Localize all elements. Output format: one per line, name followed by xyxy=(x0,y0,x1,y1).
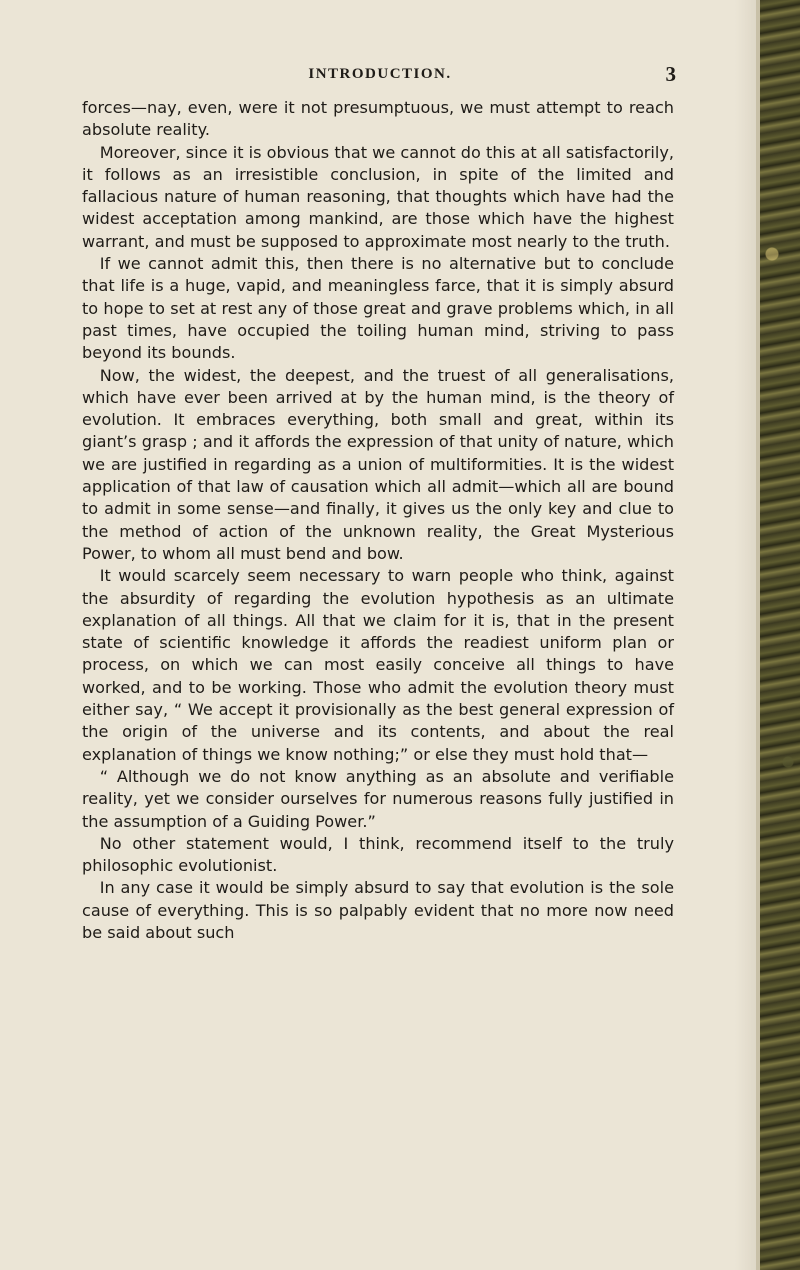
paragraph: In any case it would be simply absurd to say that evolution is the sole cause of everything. This is so palpably evident that no more now need be said about such xyxy=(82,878,674,942)
book-binding xyxy=(760,0,800,1270)
paragraph: Moreover, since it is obvious that we cannot do this at all satisfactorily, it follows as an irresistible conclusion, in spite of the limited and fallacious nature of human reasoning, that thoughts which have had the widest acceptation among mankind, are those which have the highest warrant, and must be supposed to approximate most nearly to the truth. xyxy=(82,142,674,251)
paragraph: No other statement would, I think, recommend itself to the truly philosophic evolutionist. xyxy=(82,833,674,876)
running-head xyxy=(0,62,760,86)
paragraph: Now, the widest, the deepest, and the truest of all generalisations, which have ever been arrived at by the human mind, is the theory of evolution. It embraces everything, both small and great, within its giant’s grasp ; and it affords the expression of that unity of nature, which we are justified in regarding as a union of multiformities. It is the widest application of that law of causation which all admit—which all are bound to admit in some sense—and finally, it gives us the only key and clue to the method of action of the unknown reality, the Great Mysterious Power, to whom all must bend and bow. xyxy=(82,365,674,563)
paragraph-continuation: forces—nay, even, were it not presumptuous, we must attempt to reach absolute reality. xyxy=(82,98,674,140)
paragraph: It would scarcely seem necessary to warn people who think, against the absurdity of regarding the evolution hypothesis as an ultimate explanation of all things. All that we claim for it is, that in the present state of scientific knowledge it affords the readiest uniform plan or process, on which we can most easily conceive all things to have worked, and to be working. Those who admit the evolution theory must either say, “ We accept it provisionally as the best general expression of the origin of the universe and its contents, and about the real explanation of things we know nothing;” or else they must hold that— xyxy=(82,566,674,764)
running-head-title: INTRODUCTION. xyxy=(308,66,452,82)
paragraph-quotation: “ Although we do not know anything as an absolute and verifiable reality, yet we consider ourselves for numerous reasons fully justified in the assumption of a Guiding Power.” xyxy=(82,766,674,831)
paragraph: If we cannot admit this, then there is no alternative but to conclude that life is a huge, vapid, and meaningless farce, that it is simply absurd to hope to set at rest any of those great and grave problems which, in all past times, have occupied the toiling human mind, striving to pass beyond its bounds. xyxy=(82,254,674,363)
page-number: 3 xyxy=(665,62,676,86)
body-text xyxy=(82,97,674,944)
